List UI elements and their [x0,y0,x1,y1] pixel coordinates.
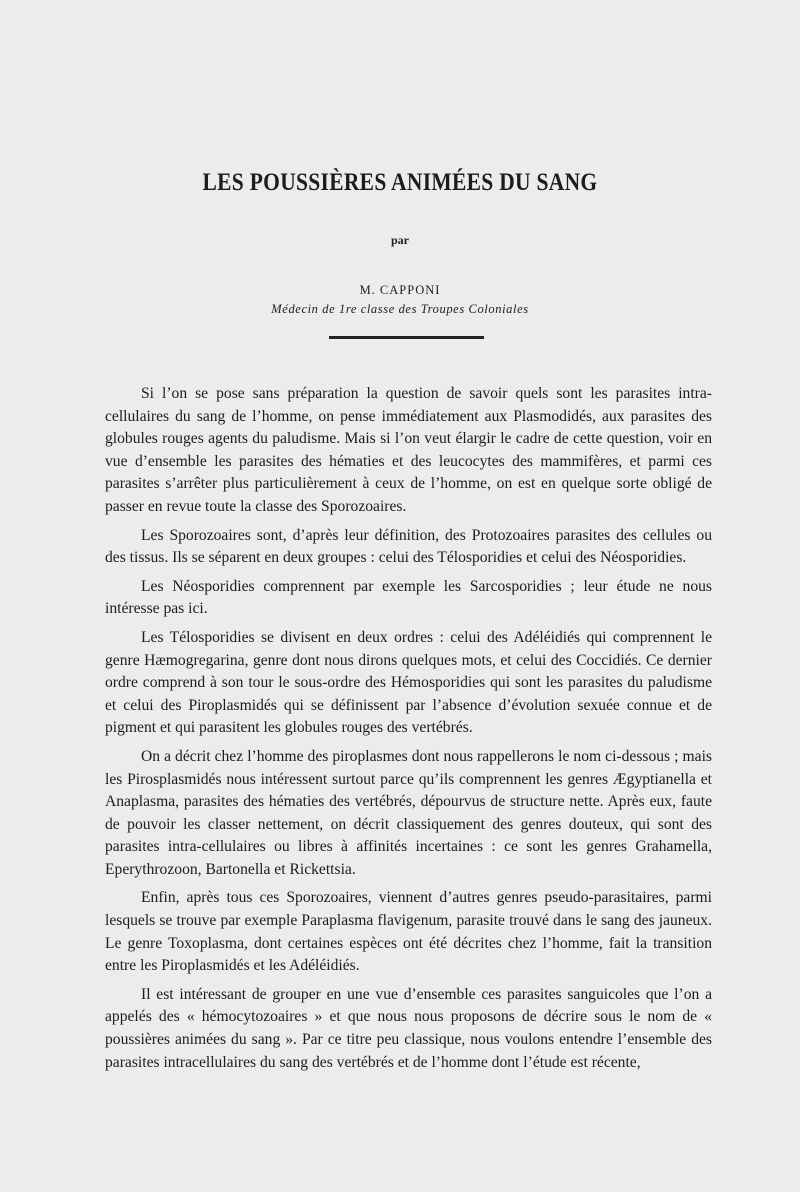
paragraph: Enfin, après tous ces Sporozoaires, viennent d’autres genres pseudo-parasitaires, parmi lesquels se trouve par exemple Paraplasma flavigenum, parasite trouvé dans le sang des jauneux. Le genre Toxoplasma, dont certaines espèces ont été décrites chez l’homme, fait la transition entre les Piroplasmidés et les Adéléidiés. [105,889,712,975]
article-title: LES POUSSIÈRES ANIMÉES DU SANG [202,167,598,197]
title-separator-rule [329,336,484,339]
paragraph: Les Sporozoaires sont, d’après leur définition, des Protozoaires parasites des cellules ou des tissus. Ils se séparent en deux groupes : celui des Télosporidies et celui des Néosporidies. [105,526,712,567]
paragraph: Les Télosporidies se divisent en deux ordres : celui des Adéléidiés qui comprennent le genre Hæmogregarina, genre dont nous dirons quelques mots, et celui des Coccidiés. Ce dernier ordre comprend à son tour le sous-ordre des Hémosporidies qui sont les parasites du paludisme et celui des Piroplasmidés qui se définissent par l’absence d’évolution sexuée connue et de pigment et qui parasitent les globules rouges des vertébrés. [105,628,712,737]
paragraph: Il est intéressant de grouper en une vue d’ensemble ces parasites sanguicoles que l’on a appelés des « hémocytozoaires » et que nous nous proposons de décrire sous le nom de « poussières animées du sang ». Par ce titre peu classique, nous voulons entendre l’ensemble des parasites intracellulaires du sang des vertébrés et de l’homme dont l’étude est récente, [105,985,712,1071]
author-name: M. CAPPONI [359,283,441,297]
article-body [105,383,712,1080]
byline-par: par [391,233,409,247]
paragraph: Les Néosporidies comprennent par exemple les Sarcosporidies ; leur étude ne nous intéresse pas ici. [105,577,712,618]
paragraph: Si l’on se pose sans préparation la question de savoir quels sont les parasites intra-cellulaires du sang de l’homme, on pense immédiatement aux Plasmodidés, aux parasites des globules rouges agents du paludisme. Mais si l’on veut élargir le cadre de cette question, voir en vue d’ensemble les parasites des hématies et des leucocytes des mammifères, et parmi ces parasites s’arrêter plus particulièrement à ceux de l’homme, on est en quelque sorte obligé de passer en revue toute la classe des Sporozoaires. [105,385,712,515]
author-affiliation: Médecin de 1re classe des Troupes Coloniales [271,302,529,316]
paragraph: On a décrit chez l’homme des piroplasmes dont nous rappellerons le nom ci-dessous ; mais les Pirosplasmidés nous intéressent surtout parce qu’ils comprennent les genres Ægyptianella et Anaplasma, parasites des hématies des vertébrés, dépourvus de structure nette. Après eux, faute de pouvoir les classer nettement, on décrit classiquement des genres douteux, qui sont des parasites intra-cellulaires ou libres à affinités incertaines : ce sont les genres Grahamella, Eperythrozoon, Bartonella et Rickettsia. [105,747,712,878]
